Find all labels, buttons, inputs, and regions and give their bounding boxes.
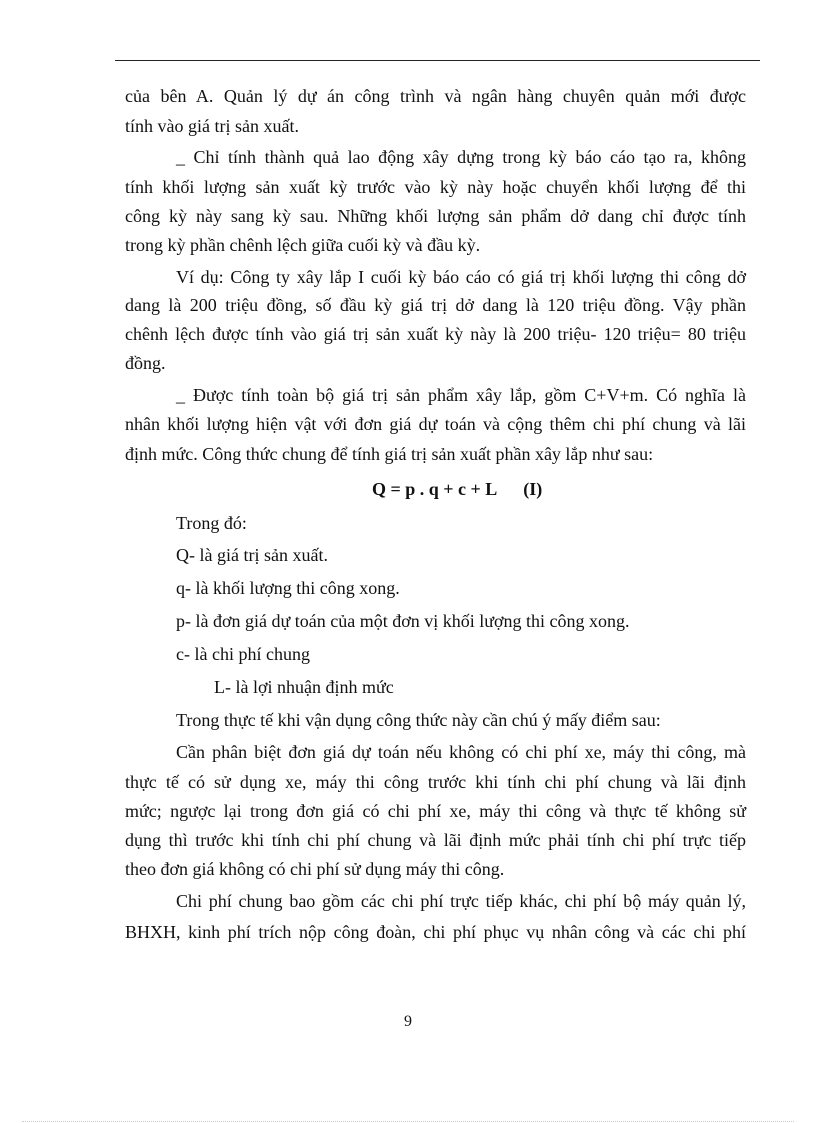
paragraph-line: đồng.: [125, 353, 166, 373]
paragraph-line: Ví dụ: Công ty xây lắp I cuối kỳ báo cáo có giá trị khối lượng thi công dở: [176, 267, 746, 287]
definition-item: p- là đơn giá dự toán của một đơn vị khối lượng thi công xong.: [176, 611, 630, 631]
paragraph-line: định mức. Công thức chung để tính giá trị sản xuất phần xây lắp như sau:: [125, 444, 654, 464]
paragraph-line: thực tế có sử dụng xe, máy thi công trước khi tính chi phí chung và lãi định: [125, 772, 746, 792]
paragraph-line: theo đơn giá không có chi phí sử dụng máy thi công.: [125, 859, 505, 879]
formula-expression: Q = p . q + c + L: [372, 479, 498, 499]
paragraph-line: dụng thì trước khi tính chi phí chung và lãi định mức phải tính chi phí trực tiếp: [125, 830, 746, 850]
formula-tag: (I): [523, 479, 543, 499]
definition-item: Q- là giá trị sản xuất.: [176, 545, 328, 565]
definition-item: L- là lợi nhuận định mức: [214, 677, 394, 697]
formula: [372, 478, 542, 500]
paragraph-line: của bên A. Quản lý dự án công trình và ngân hàng chuyên quản mới được: [125, 86, 746, 106]
closing-note: Trong thực tế khi vận dụng công thức này cần chú ý mấy điểm sau:: [176, 710, 661, 730]
paragraph-line: tính vào giá trị sản xuất.: [125, 116, 299, 136]
definition-item: c- là chi phí chung: [176, 644, 310, 664]
paragraph-line: _ Được tính toàn bộ giá trị sản phẩm xây lắp, gồm C+V+m. Có nghĩa là: [176, 385, 746, 405]
paragraph-line: trong kỳ phần chênh lệch giữa cuối kỳ và đầu kỳ.: [125, 235, 481, 255]
paragraph-line: _ Chỉ tính thành quả lao động xây dựng trong kỳ báo cáo tạo ra, không: [176, 147, 746, 167]
paragraph-line: Chi phí chung bao gồm các chi phí trực tiếp khác, chi phí bộ máy quản lý,: [176, 891, 746, 911]
paragraph-line: tính khối lượng sản xuất kỳ trước vào kỳ này hoặc chuyển khối lượng để thi: [125, 177, 746, 197]
paragraph-line: nhân khối lượng hiện vật với đơn giá dự toán và cộng thêm chi phí chung và lãi: [125, 414, 746, 434]
page-bottom-edge: [22, 1121, 794, 1122]
paragraph-line: BHXH, kinh phí trích nộp công đoàn, chi phí phục vụ nhân công và các chi phí: [125, 922, 746, 942]
paragraph-line: chênh lệch được tính vào giá trị sản xuất kỳ này là 200 triệu- 120 triệu= 80 triệu: [125, 324, 746, 344]
definition-item: q- là khối lượng thi công xong.: [176, 578, 400, 598]
header-rule: [115, 60, 760, 61]
paragraph-line: dang là 200 triệu đồng, số đầu kỳ giá trị dở dang là 120 triệu đồng. Vậy phần: [125, 295, 746, 315]
paragraph-line: Cần phân biệt đơn giá dự toán nếu không có chi phí xe, máy thi công, mà: [176, 742, 746, 762]
definitions-intro: Trong đó:: [176, 513, 247, 533]
paragraph-line: công kỳ này sang kỳ sau. Những khối lượng sản phẩm dở dang chỉ được tính: [125, 206, 746, 226]
paragraph-line: mức; ngược lại trong đơn giá có chi phí xe, máy thi công và thực tế không sử: [125, 801, 746, 821]
page-number: 9: [404, 1013, 412, 1030]
